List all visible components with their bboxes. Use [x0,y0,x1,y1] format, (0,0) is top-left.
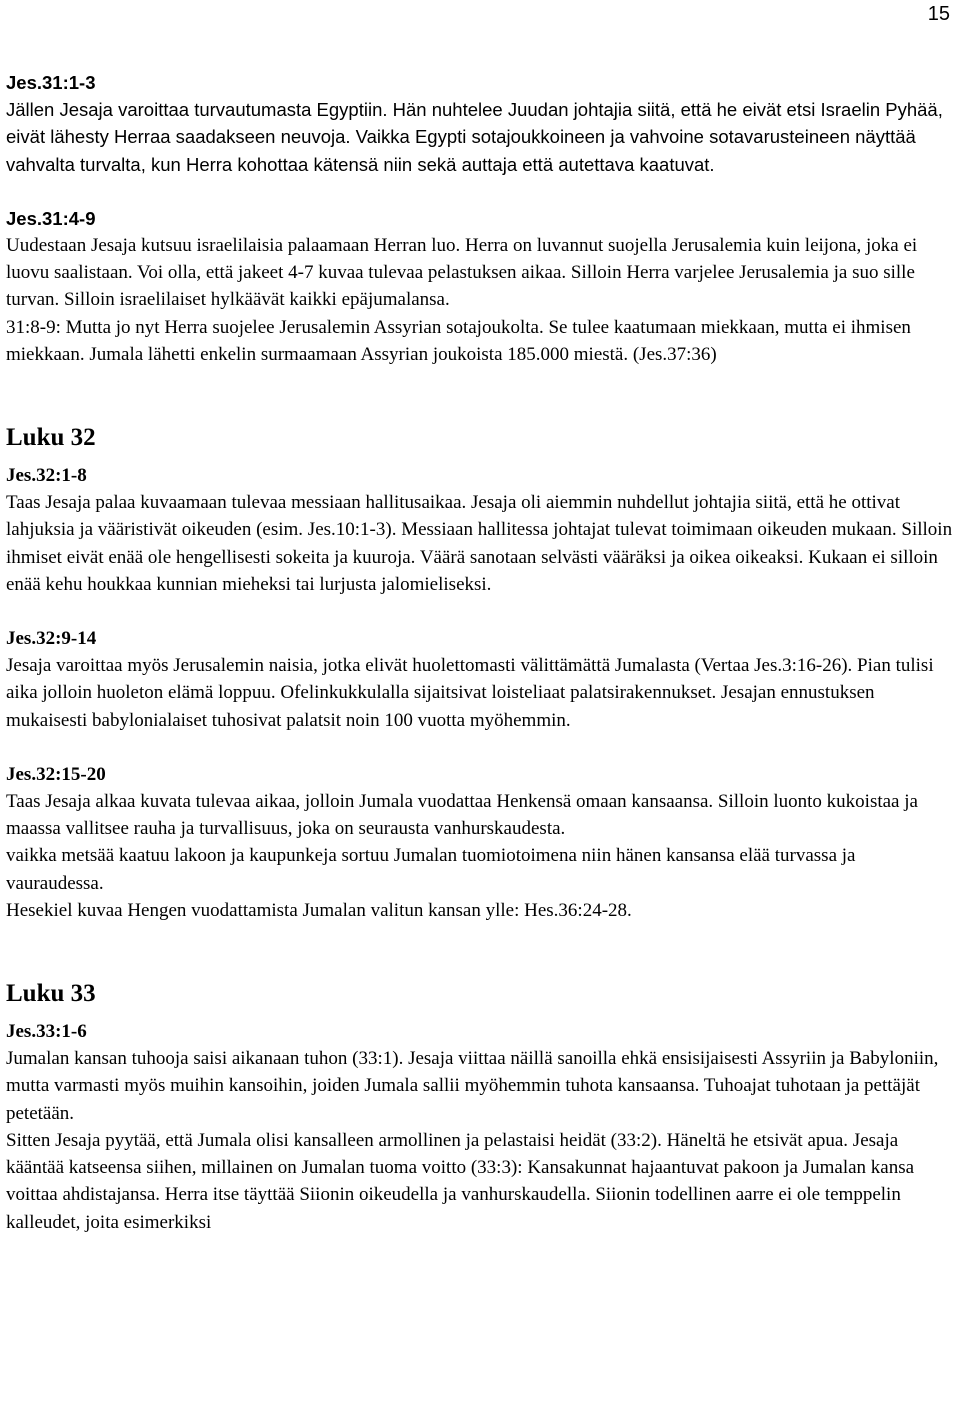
section-jes-32-15-20 [6,761,956,924]
spacer [6,1010,956,1018]
spacer [6,454,956,462]
scripture-reference: Jes.32:1-8 [6,465,87,487]
scripture-reference: Jes.32:9-14 [6,628,97,650]
paragraph: Taas Jesaja palaa kuvaamaan tulevaa messiaan hallitusaikaa. Jesaja oli aiemmin nuhdellut johtajia siitä, että he ottivat lahjuksia ja vääristivät oikeuden (esim. Jes.10:1-3). Messiaan hallitessa johtajat tulevat toimimaan oikeuden mukaan. Silloin ihmiset eivät enää ole hengellisesti sokeita ja kuuroja. Väärä sanotaan selvästi vääräksi ja oikea oikeaksi. Kukaan ei silloin enää kehu houkkaa kunnian mieheksi tai lurjusta jalomieliseksi. [6,492,953,595]
spacer [6,734,956,761]
section-jes-32-9-14 [6,625,956,734]
section-jes-31-4-9 [6,205,956,368]
paragraph: Hesekiel kuvaa Hengen vuodattamista Jumalan valitun kansan ylle: Hes.36:24-28. [6,899,632,921]
paragraph: Jällen Jesaja varoittaa turvautumasta Egyptiin. Hän nuhtelee Juudan johtajia siitä, että he eivät etsi Israelin Pyhää, eivät lähesty Herraa saadakseen neuvoja. Vaikka Egypti sotajoukkoineen ja vahvoine sotavarusteineen näyttää vahvalta turvalta, kun Herra kohottaa kätensä niin sekä auttaja että autettava kaatuvat. [6,99,943,175]
section-jes-32-1-8 [6,462,956,598]
chapter-heading: Luku 33 [6,980,96,1008]
paragraph: Taas Jesaja alkaa kuvata tulevaa aikaa, jolloin Jumala vuodattaa Henkensä omaan kansaansa. Silloin luonto kukoistaa ja maassa vallitsee rauha ja turvallisuus, joka on seurausta vanhurskaudesta. [6,791,918,840]
paragraph: vaikka metsää kaatuu lakoon ja kaupunkeja sortuu Jumalan tuomiotoimena niin hänen kansansa elää turvassa ja vauraudessa. [6,845,856,894]
scripture-reference: Jes.31:4-9 [6,207,96,229]
spacer [6,178,956,205]
spacer [6,924,956,978]
paragraph: Sitten Jesaja pyytää, että Jumala olisi kansalleen armollinen ja pelastaisi heidät (33:2). Häneltä he etsivät apua. Jesaja kääntää katseensa siihen, millainen on Jumalan tuoma voitto (33:3): Kansakunnat hajaantuvat pakoon ja Jumalan kansa voittaa ahdistajansa. Herra itse täyttää Siionin oikeudella ja vanhurskaudella. Siionin todellinen aarre ei ole temppelin kalleudet, joita esimerkiksi [6,1129,915,1233]
chapter-heading: Luku 32 [6,424,96,452]
paragraph: 31:8-9: Mutta jo nyt Herra suojelee Jerusalemin Assyrian sotajoukolta. Se tulee kaatumaan miekkaan, mutta ei ihmisen miekkaan. Jumala lähetti enkelin surmaamaan Assyrian joukoista 185.000 miestä. (Jes.37:36) [6,316,911,365]
section-jes-33-1-6 [6,1018,956,1236]
paragraph: Jumalan kansan tuhooja saisi aikanaan tuhon (33:1). Jesaja viittaa näillä sanoilla ehkä ensisijaisesti Assyriin ja Babyloniin, mutta varmasti myös muihin kansoihin, joiden Jumala sallii myöhemmin tuhota kansaansa. Tuhoajat tuhotaan ja pettäjät petetään. [6,1048,939,1124]
paragraph: Uudestaan Jesaja kutsuu israelilaisia palaamaan Herran luo. Herra on luvannut suojella Jerusalemia kuin leijona, joka ei luovu saalistaan. Voi olla, että jakeet 4-7 kuvaa tulevaa pelastuksen aikaa. Silloin Herra varjelee Jerusalemia ja suo sille turvan. Silloin israelilaiset hylkäävät kaikki epäjumalansa. [6,235,918,311]
section-jes-31-1-3 [6,69,956,178]
spacer [6,598,956,625]
paragraph: Jesaja varoittaa myös Jerusalemin naisia, jotka elivät huolettomasti välittämättä Jumalasta (Vertaa Jes.3:16-26). Pian tulisi aika jolloin huoleton elämä loppuu. Ofelinkukkulalla sijaitsivat loisteliaat palatsirakennukset. Jesajan ennustuksen mukaisesti babylonialaiset tuhosivat palatsit noin 100 vuotta myöhemmin. [6,655,934,731]
document-body [6,69,956,1236]
spacer [6,368,956,422]
scripture-reference: Jes.31:1-3 [6,72,96,93]
scripture-reference: Jes.32:15-20 [6,763,106,785]
page-number: 15 [927,3,950,25]
scripture-reference: Jes.33:1-6 [6,1021,87,1043]
